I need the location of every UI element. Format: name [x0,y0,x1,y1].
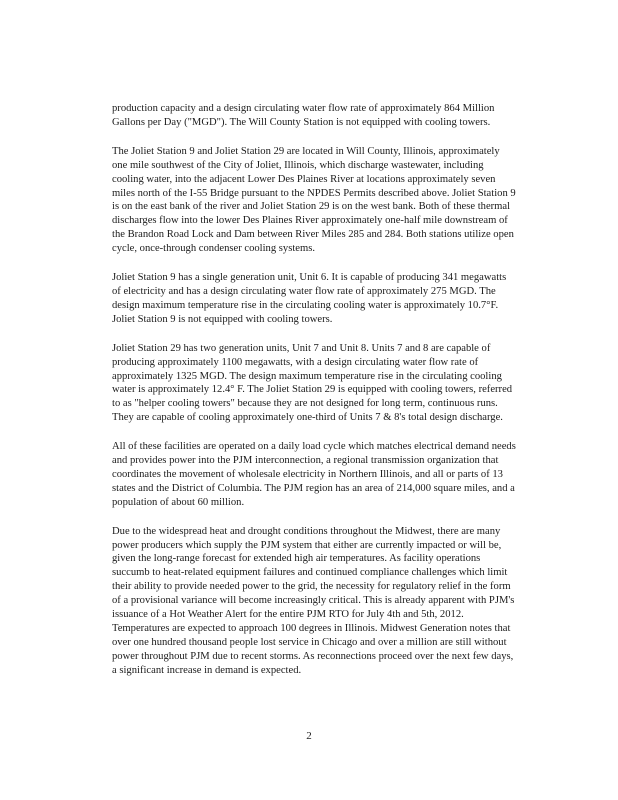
page-number: 2 [306,730,312,742]
paragraph-5: All of these facilities are operated on a daily load cycle which matches electrical demand needs and provides power into the PJM interconnection, a regional transmission organization that coordinates the movement of wholesale electricity in Northern Illinois, and all or parts of 13 states and the District of Columbia. The PJM region has an area of 214,000 square miles, and a population of about 60 million. [112,441,516,508]
document-body [112,102,516,693]
paragraph-4: Joliet Station 29 has two generation units, Unit 7 and Unit 8. Units 7 and 8 are capable of producing approximately 1100 megawatts, with a design circulating water flow rate of approximately 1325 MGD. The design maximum temperature rise in the circulating cooling water is approximately 12.4° F. The Joliet Station 29 is equipped with cooling towers, referred to as "helper cooling towers" because they are not designed for long term, continuous runs. They are capable of cooling approximately one-third of Units 7 & 8's total design discharge. [112,342,513,424]
paragraph-1: production capacity and a design circulating water flow rate of approximately 864 Million Gallons per Day ("MGD"). The Will County Station is not equipped with cooling towers. [112,103,495,128]
paragraph-3: Joliet Station 9 has a single generation unit, Unit 6. It is capable of producing 341 megawatts of electricity and has a design circulating water flow rate of approximately 275 MGD. The design maximum temperature rise in the circulating cooling water is approximately 10.7°F. Joliet Station 9 is not equipped with cooling towers. [112,272,507,325]
paragraph-6: Due to the widespread heat and drought conditions throughout the Midwest, there are many power producers which supply the PJM system that either are currently impacted or will be, given the long-range forecast for extended high air temperatures. As facility operations succumb to heat-related equipment failures and continued compliance challenges which limit their ability to provide needed power to the grid, the necessity for regulatory relief in the form of a provisional variance will become increasingly critical. This is already apparent with PJM's issuance of a Hot Weather Alert for the entire PJM RTO for July 4th and 5th, 2012. Temperatures are expected to approach 100 degrees in Illinois. Midwest Generation notes that over one hundred thousand people lost service in Chicago and over a million are still without power throughout PJM due to recent storms. As reconnections proceed over the next few days, a significant increase in demand is expected. [112,525,515,676]
paragraph-2: The Joliet Station 9 and Joliet Station 29 are located in Will County, Illinois, approximately one mile southwest of the City of Joliet, Illinois, which discharge wastewater, including cooling water, into the adjacent Lower Des Plaines River at locations approximately seven miles north of the I-55 Bridge pursuant to the NPDES Permits described above. Joliet Station 9 is on the east bank of the river and Joliet Station 29 is on the west bank. Both of these thermal discharges flow into the lower Des Plaines River approximately one-half mile downstream of the Brandon Road Lock and Dam between River Miles 285 and 284. Both stations utilize open cycle, once-through condenser cooling systems. [112,145,516,255]
